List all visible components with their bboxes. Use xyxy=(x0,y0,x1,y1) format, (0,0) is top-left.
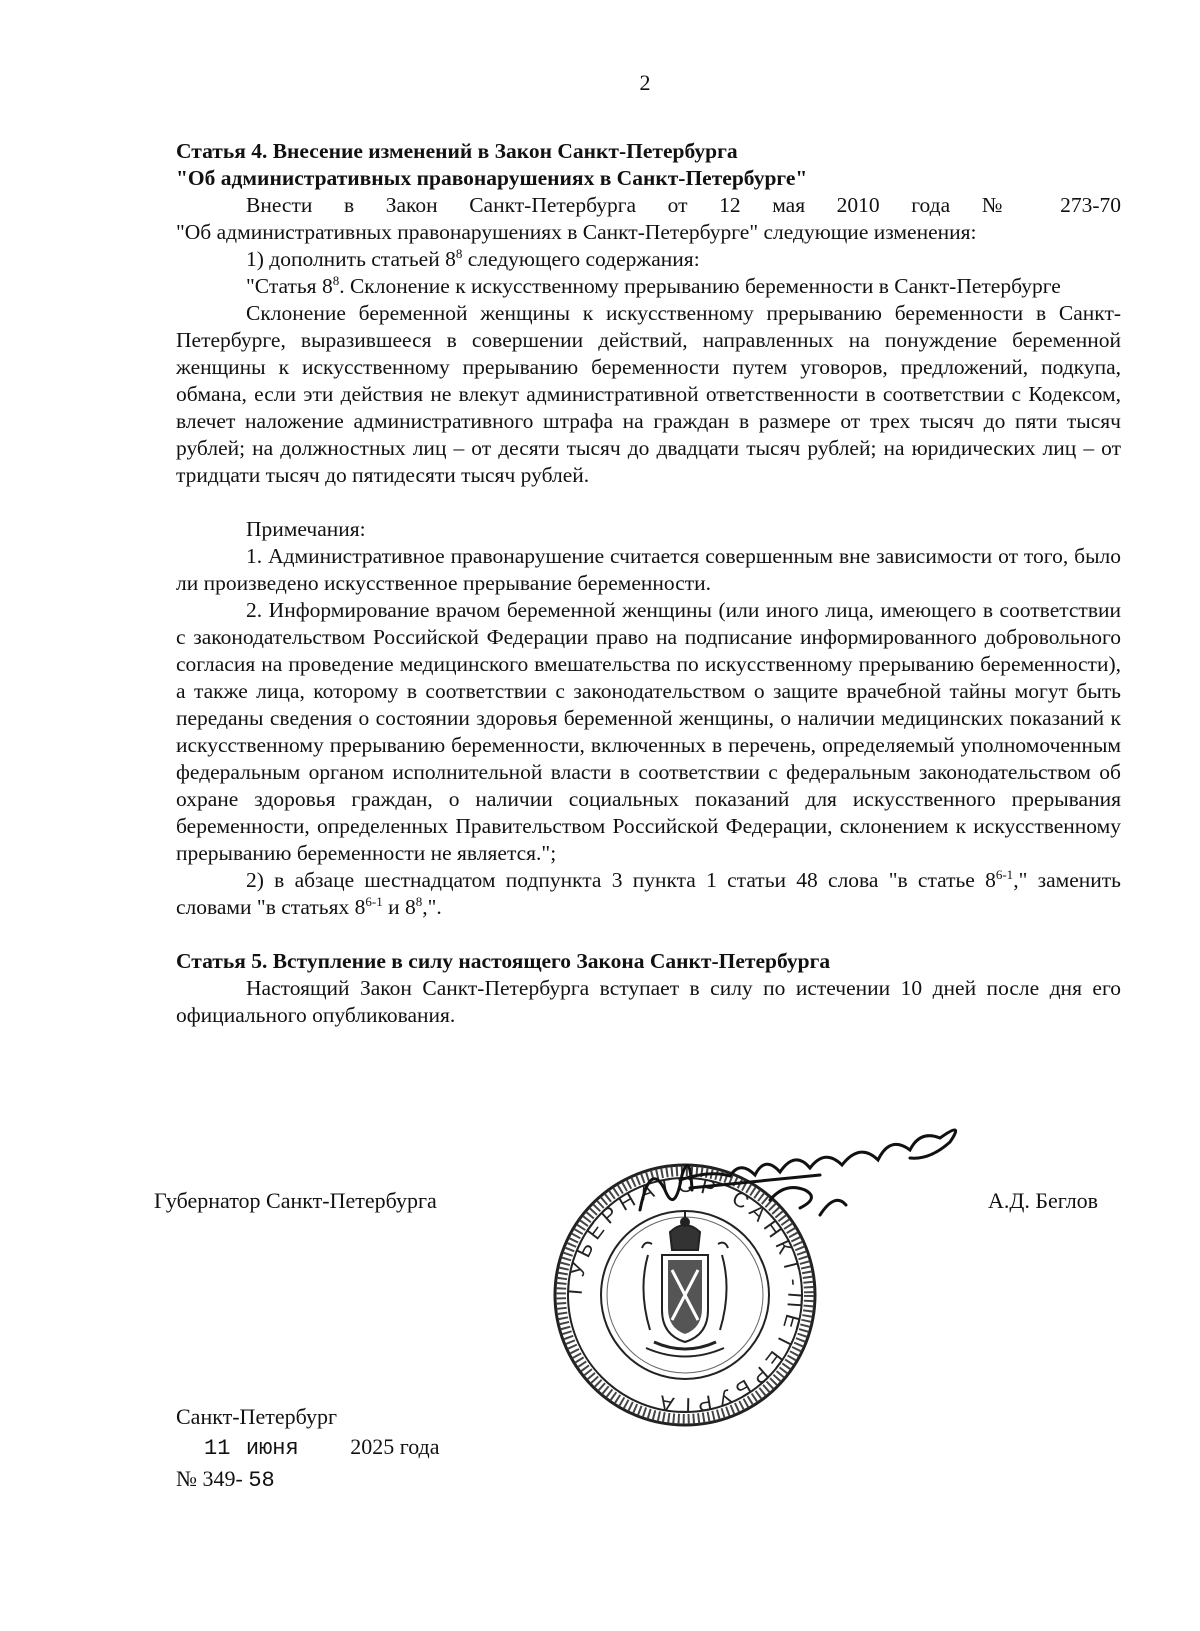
article4-title-line2: "Об административных правонарушениях в Санкт-Петербурге" xyxy=(176,166,808,190)
new-article-heading: "Статья $8^8$. Склонение к искусственному прерыванию беременности в Санкт-Петербурге xyxy=(246,272,1061,298)
new-article-body: Склонение беременной женщины к искусственному прерыванию беременности в Санкт-Петербурге, выразившееся в совершении действий, направленных на понуждение беременной женщины к искусственному прерыванию беременности путем уговоров, предложений, подкупа, обмана, если эти действия не влекут административной ответственности в соответствии с Кодексом, влечет наложение административного штрафа на граждан в размере от трех тысяч до пяти тысяч рублей; на должностных лиц – от десяти тысяч до двадцати тысяч рублей; на юридических лиц – от тридцати тысяч до пятидесяти тысяч рублей. xyxy=(176,301,1121,487)
signing-day: 11 xyxy=(204,1436,231,1461)
signing-date xyxy=(176,1432,440,1464)
article4-item1: 1) дополнить статьей $8^8$ следующего содержания: xyxy=(246,245,700,271)
svg-text:ГУБЕРНАТОР САНКТ-ПЕТЕРБУРГА: ГУБЕРНАТОР САНКТ-ПЕТЕРБУРГА xyxy=(563,1173,807,1417)
signature-name: А.Д. Беглов xyxy=(988,1188,1099,1213)
note-2: 2. Информирование врачом беременной женщины (или иного лица, имеющего в соответствии с законодательством Российской Федерации право на подписание информированного добровольного согласия на проведение медицинского вмешательства по искусственному прерыванию беременности), а также лица, которому в соответствии с законодательством о защите врачебной тайны могут быть переданы сведения о состоянии здоровья беременной женщины, о наличии медицинских показаний к искусственному прерыванию беременности, включенных в перечень, определяемый уполномоченным федеральным органом исполнительной власти в соответствии с федеральным законодательством об охране здоровья граждан, о наличии социальных показаний для искусственного прерывания беременности, определенных Правительством Российской Федерации, склонением к искусственному прерыванию беременности не является."; xyxy=(176,598,1121,865)
article5-title: Статья 5. Вступление в силу настоящего Закона Санкт-Петербурга xyxy=(176,949,831,973)
article4-title-line1: Статья 4. Внесение изменений в Закон Санкт-Петербурга xyxy=(176,139,738,163)
page-number: 2 xyxy=(639,70,651,95)
article5-text: Настоящий Закон Санкт-Петербурга вступает в силу по истечении 10 дней после дня его официального опубликования. xyxy=(176,976,1121,1027)
article4-intro-line2: "Об административных правонарушениях в Санкт-Петербурге" следующие изменения: xyxy=(176,220,977,244)
coat-of-arms-icon xyxy=(642,1212,728,1357)
governor-signature xyxy=(620,1120,1000,1230)
note-1: 1. Административное правонарушение считается совершенным вне зависимости от того, было ли произведено искусственное прерывание беременности. xyxy=(176,544,1121,595)
signing-month: июня xyxy=(245,1436,299,1461)
signature-position: Губернатор Санкт-Петербурга xyxy=(154,1188,437,1213)
law-number: № 349- 58 xyxy=(176,1466,275,1493)
article4-intro-line1: Внести в Закон Санкт-Петербурга от 12 мая 2010 года № 273-70 xyxy=(246,193,1121,217)
document-body xyxy=(176,138,1121,1029)
notes-title: Примечания: xyxy=(246,517,366,541)
signing-city: Санкт-Петербург xyxy=(176,1404,337,1429)
signing-year: 2025 года xyxy=(350,1434,440,1459)
signing-place-date xyxy=(176,1402,440,1496)
article4-item2: 2) в абзаце шестнадцатом подпункта 3 пункта 1 статьи 48 слова "в статье 8$^{6-1}$," заменить словами "в статьях 8$^{6-1}$ и $8^8$,". xyxy=(176,866,1121,919)
